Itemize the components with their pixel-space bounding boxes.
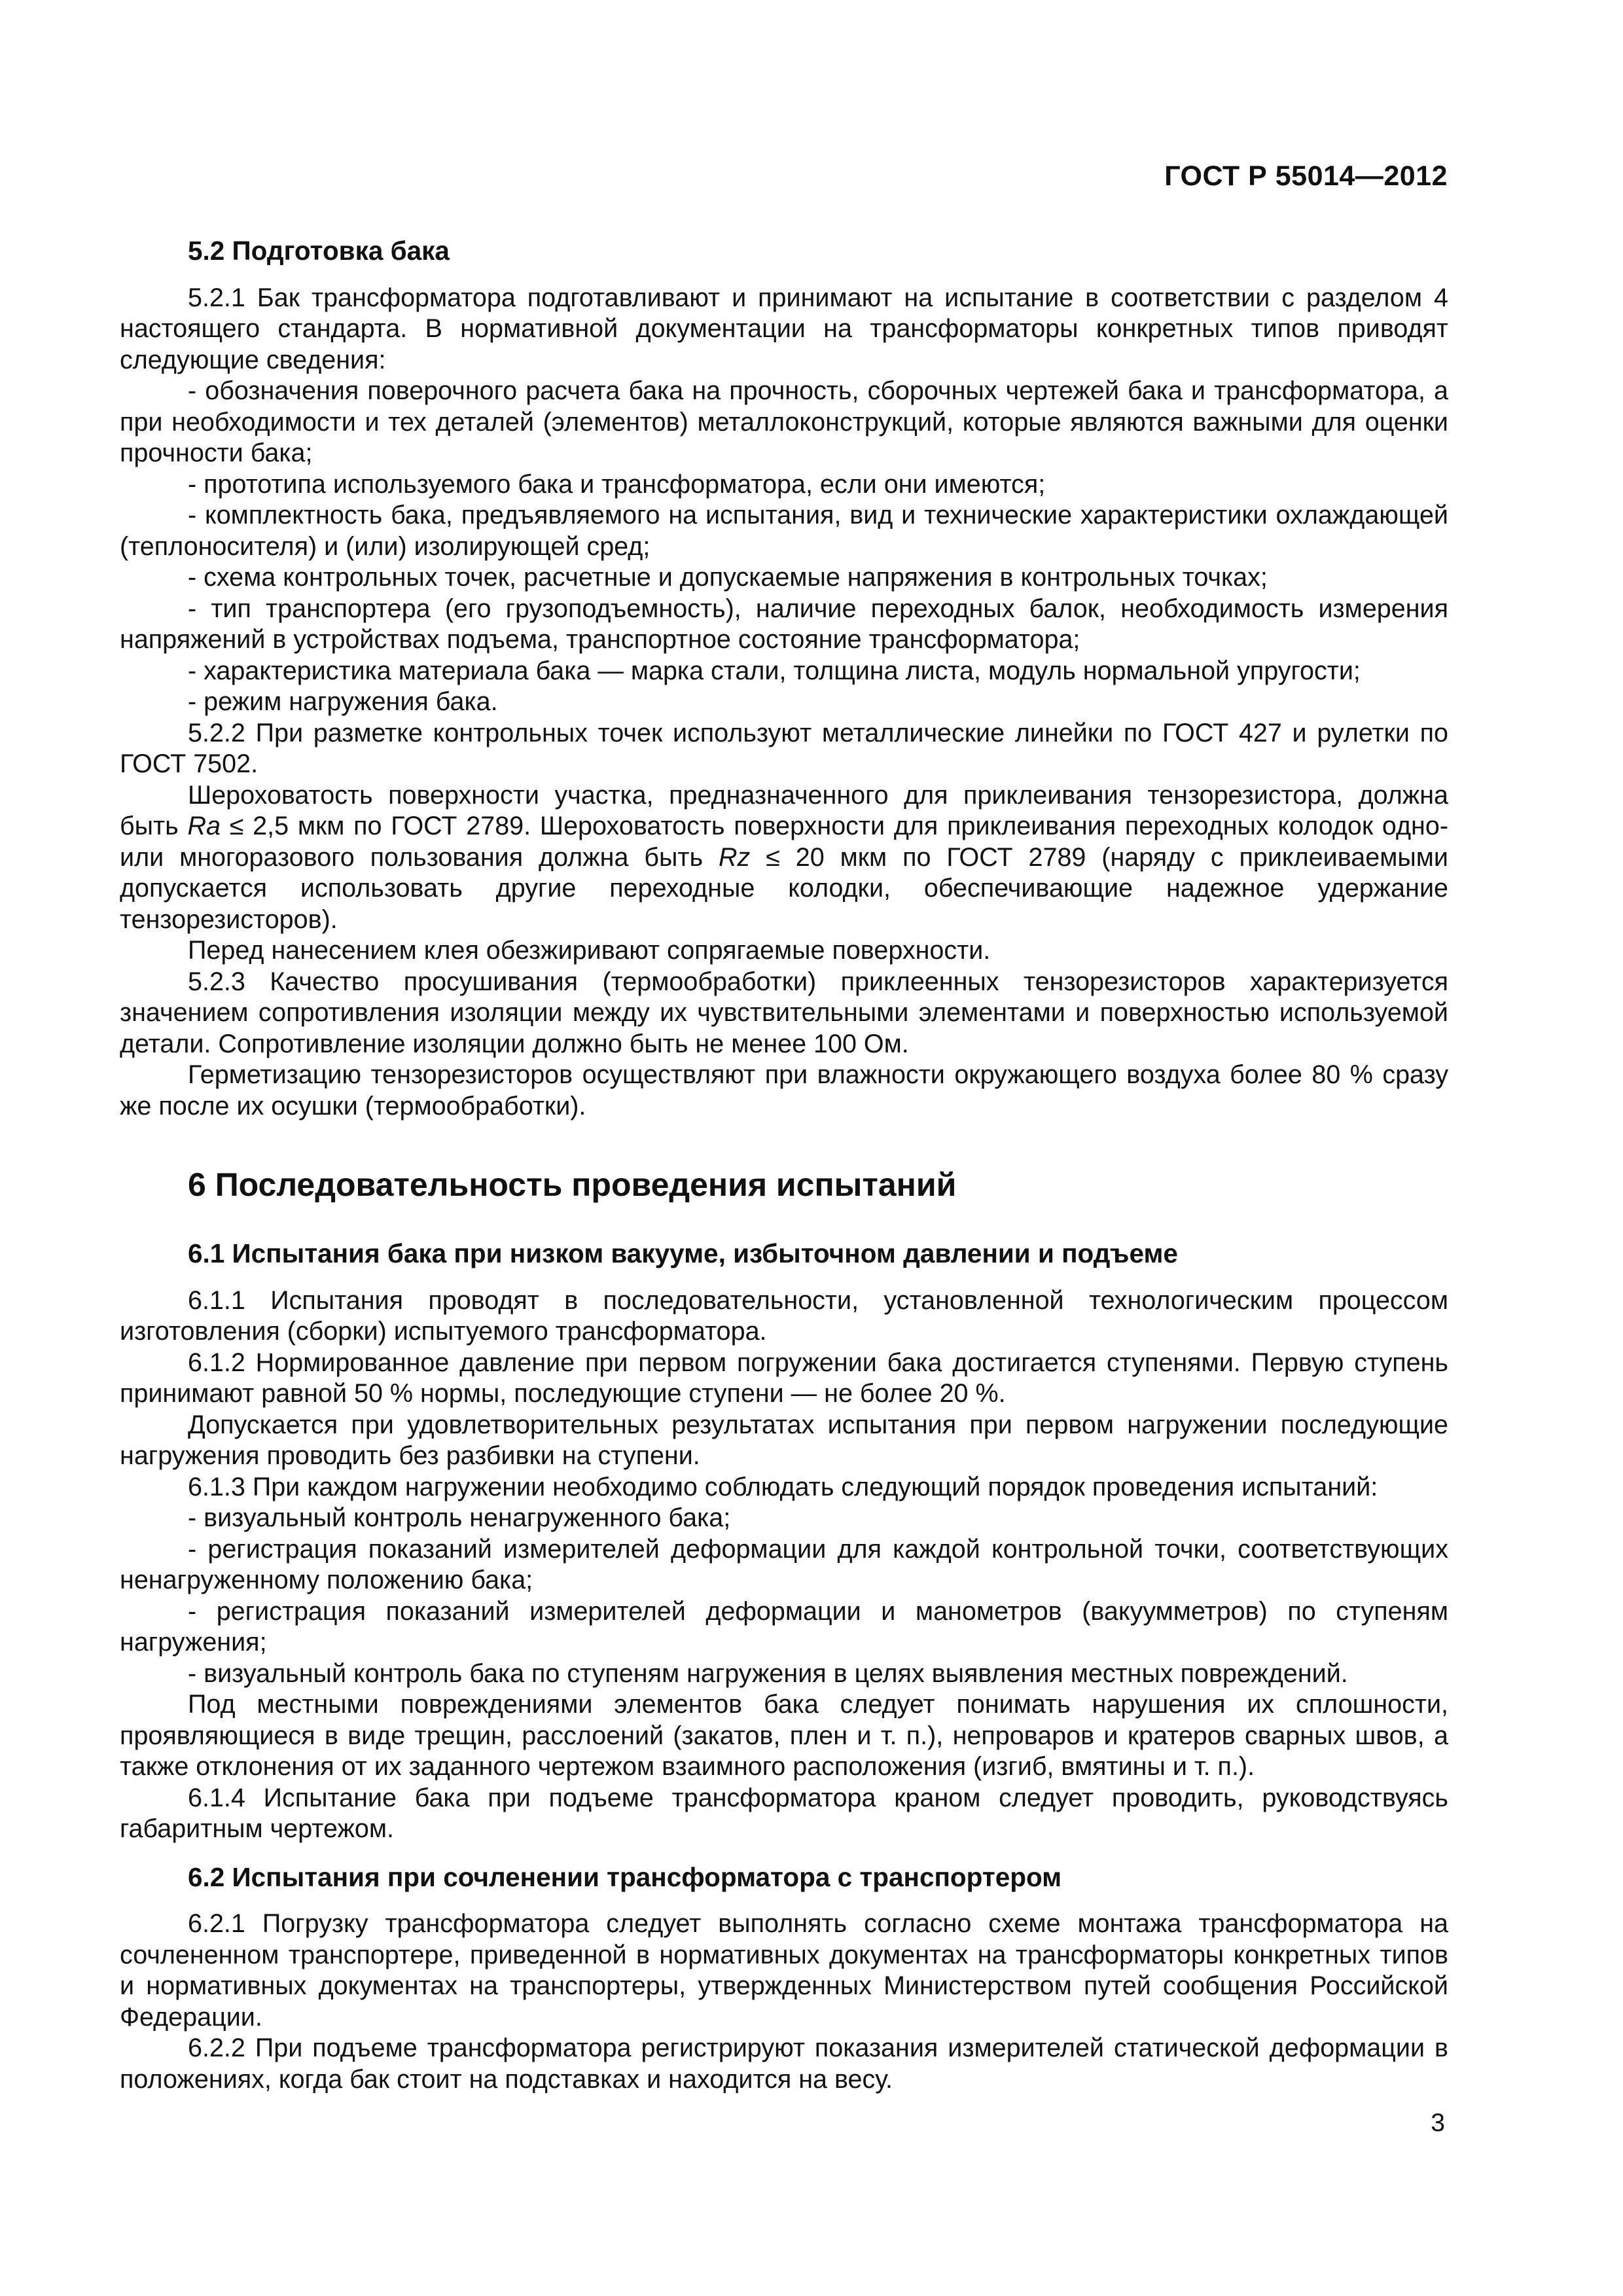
list-item: - визуальный контроль ненагруженного бака; bbox=[188, 1503, 731, 1532]
document-body bbox=[120, 236, 1448, 2095]
paragraph-6-1-2: 6.1.2 Нормированное давление при первом погружении бака достигается ступенями. Первую ступень принимают равной 50 % нормы, последующие ступени — не более 20 %. bbox=[120, 1348, 1448, 1408]
paragraph-degreasing: Перед нанесением клея обезжиривают сопрягаемые поверхности. bbox=[188, 936, 991, 965]
section-6-2-heading: 6.2 Испытания при сочленении трансформатора с транспортером bbox=[188, 1861, 1062, 1892]
paragraph-5-2-2: 5.2.2 При разметке контрольных точек используют металлические линейки по ГОСТ 427 и рулетки по ГОСТ 7502. bbox=[120, 718, 1448, 778]
list-item: - регистрация показаний измерителей деформации и манометров (вакуумметров) по ступеням нагружения; bbox=[120, 1596, 1448, 1657]
section-5-2-heading: 5.2 Подготовка бака bbox=[188, 236, 450, 266]
paragraph-6-2-1: 6.2.1 Погрузку трансформатора следует выполнять согласно схеме монтажа трансформатора на сочлененном транспортере, приведенной в нормативных документах на трансформаторы конкретных типов и нормативных документах на транспортеры, утвержденных Министерством путей сообщения Российской Федерации. bbox=[120, 1909, 1448, 2032]
section-6-heading: 6 Последовательность проведения испытаний bbox=[188, 1166, 957, 1203]
text-run: ≤ 2,5 мкм по ГОСТ 2789. Шероховатость поверхности для приклеивания переходных колодок одно- или многоразового пользования должна быть bbox=[120, 812, 1448, 872]
paragraph-6-2-2: 6.2.2 При подъеме трансформатора регистрируют показания измерителей статической деформации в положениях, когда бак стоит на подставках и находится на весу. bbox=[120, 2034, 1448, 2094]
paragraph-allowed: Допускается при удовлетворительных результатах испытания при первом нагружении последующие нагружения проводить без разбивки на ступени. bbox=[120, 1410, 1448, 1470]
standard-code-header: ГОСТ Р 55014—2012 bbox=[1164, 160, 1448, 192]
text-run: Шероховатость поверхности участка, предназначенного для приклеивания тензорезистора, должна быть bbox=[120, 780, 1448, 840]
paragraph-5-2-3: 5.2.3 Качество просушивания (термообработки) приклеенных тензорезисторов характеризуется значением сопротивления изоляции между их чувствительными элементами и поверхностью используемой детали. Сопротивление изоляции должно быть не менее 100 Ом. bbox=[120, 967, 1448, 1058]
section-6-1-heading: 6.1 Испытания бака при низком вакууме, избыточном давлении и подъеме bbox=[188, 1238, 1178, 1268]
list-item: - обозначения поверочного расчета бака на прочность, сборочных чертежей бака и трансформатора, а при необходимости и тех деталей (элементов) металлоконструкций, которые являются важными для оценки прочности бака; bbox=[120, 376, 1448, 467]
page-number: 3 bbox=[1431, 2109, 1445, 2137]
list-item: - прототипа используемого бака и трансформатора, если они имеются; bbox=[188, 469, 1046, 499]
list-item: - визуальный контроль бака по ступеням нагружения в целях выявления местных повреждений. bbox=[188, 1659, 1348, 1688]
paragraph-local-damage: Под местными повреждениями элементов бака следует понимать нарушения их сплошности, проявляющиеся в виде трещин, расслоений (закатов, плен и т. п.), непроваров и кратеров сварных швов, а также отклонения от их заданного чертежом взаимного расположения (изгиб, вмятины и т. п.). bbox=[120, 1690, 1448, 1781]
paragraph-6-1-1: 6.1.1 Испытания проводят в последовательности, установленной технологическим процессом изготовления (сборки) испытуемого трансформатора. bbox=[120, 1285, 1448, 1346]
paragraph-roughness bbox=[120, 780, 1448, 936]
list-item: - комплектность бака, предъявляемого на испытания, вид и технические характеристики охлаждающей (теплоносителя) и (или) изолирующей сред; bbox=[120, 501, 1448, 561]
paragraph-sealing: Герметизацию тензорезисторов осуществляют при влажности окружающего воздуха более 80 % сразу же после их осушки (термообработки). bbox=[120, 1060, 1448, 1121]
paragraph-6-1-4: 6.1.4 Испытание бака при подъеме трансформатора краном следует проводить, руководствуясь габаритным чертежом. bbox=[120, 1783, 1448, 1843]
list-item: - тип транспортера (его грузоподъемность), наличие переходных балок, необходимость измерения напряжений в устройствах подъема, транспортное состояние трансформатора; bbox=[120, 594, 1448, 654]
text-run: ≤ 20 мкм по ГОСТ 2789 (наряду с приклеиваемыми допускается использовать другие переходные колодки, обеспечивающие надежное удержание тензорезисторов). bbox=[120, 842, 1448, 934]
roughness-rz-symbol: Rz bbox=[718, 842, 751, 872]
paragraph-6-1-3: 6.1.3 При каждом нагружении необходимо соблюдать следующий порядок проведения испытаний: bbox=[188, 1472, 1378, 1501]
list-item: - характеристика материала бака — марка стали, толщина листа, модуль нормальной упругости; bbox=[188, 656, 1361, 685]
list-item: - регистрация показаний измерителей деформации для каждой контрольной точки, соответствующих ненагруженному положению бака; bbox=[120, 1534, 1448, 1594]
list-item: - схема контрольных точек, расчетные и допускаемые напряжения в контрольных точках; bbox=[188, 563, 1268, 592]
roughness-ra-symbol: Ra bbox=[187, 812, 221, 840]
list-item: - режим нагружения бака. bbox=[188, 687, 498, 716]
paragraph-5-2-1: 5.2.1 Бак трансформатора подготавливают и принимают на испытание в соответствии с разделом 4 настоящего стандарта. В нормативной документации на трансформаторы конкретных типов приводят следующие сведения: bbox=[120, 283, 1448, 374]
